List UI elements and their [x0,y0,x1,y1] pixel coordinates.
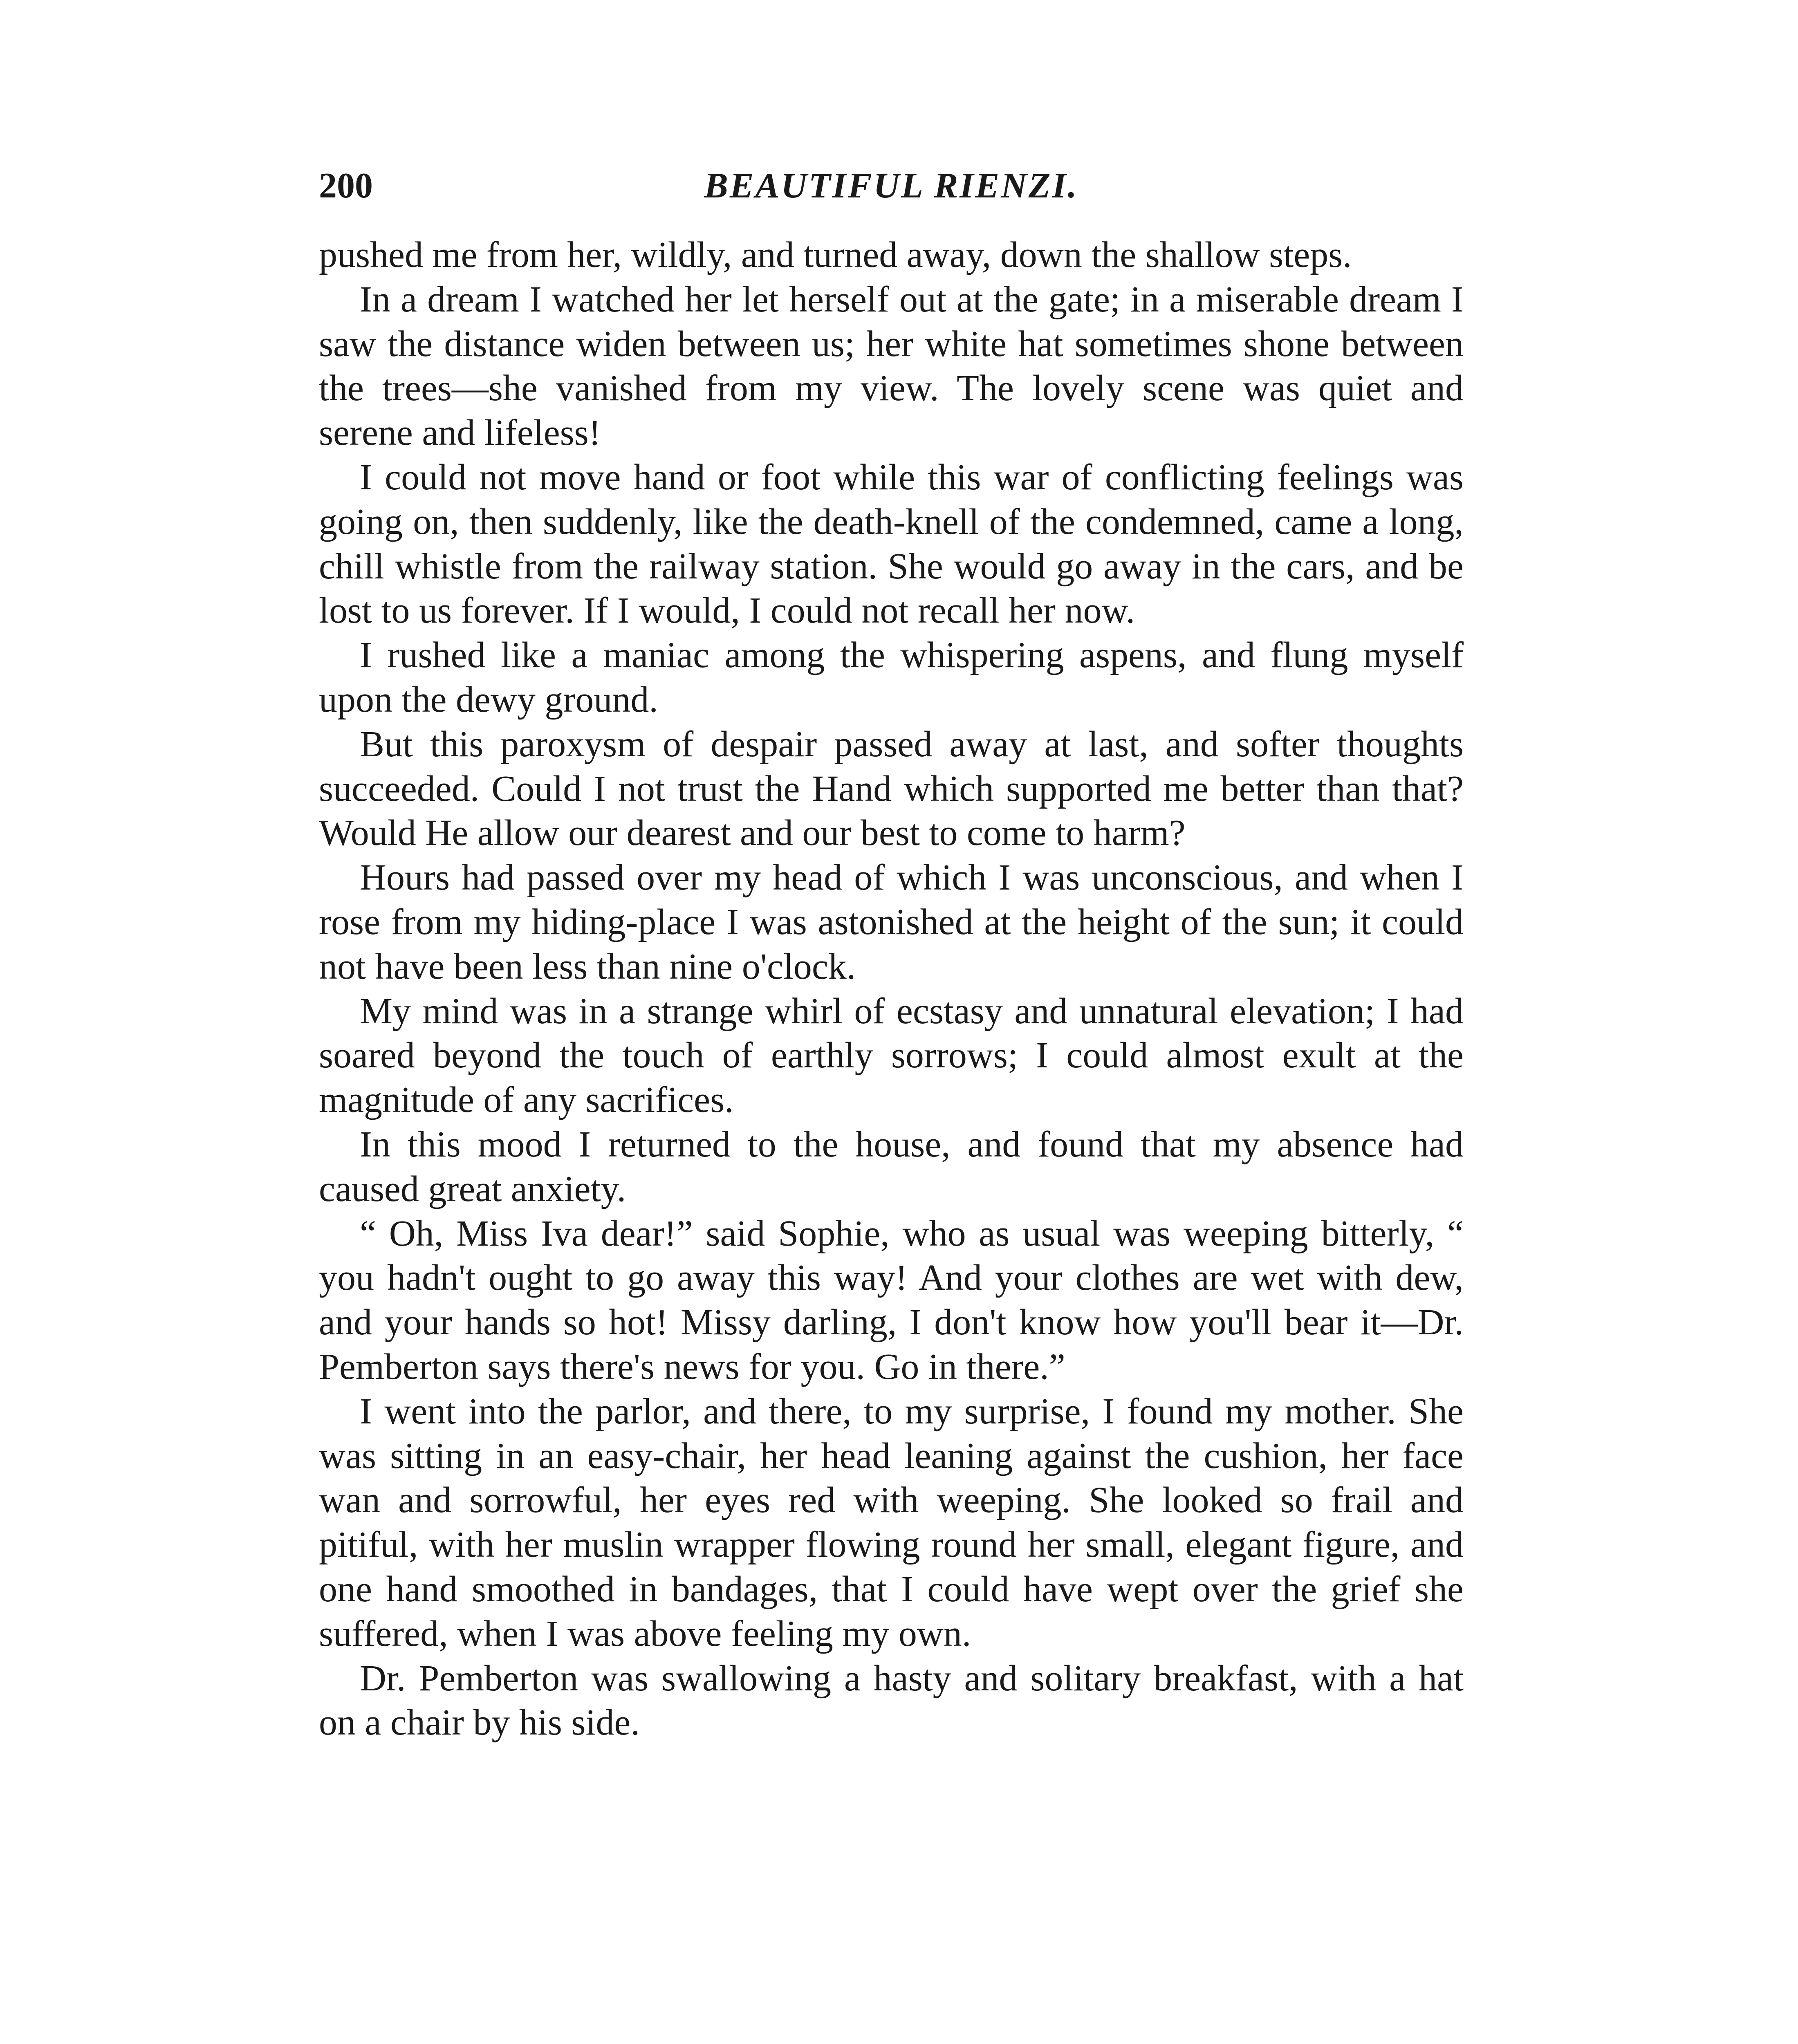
paragraph: In a dream I watched her let herself out at the gate; in a miserable dream I saw the distance widen between us; her white hat sometimes shone between the trees—she vanished from my view. The lovely scene was quiet and serene and lifeless! [319,279,1464,453]
paragraph: Dr. Pemberton was swallowing a hasty and solitary breakfast, with a hat on a chair by his side. [319,1658,1464,1743]
paragraph: I went into the parlor, and there, to my surprise, I found my mother. She was sitting in an easy-chair, her head leaning against the cushion, her face wan and sorrowful, her eyes red with weeping. She looked so frail and pitiful, with her muslin wrapper flowing round her small, elegant figure, and one hand smoothed in bandages, that I could have wept over the grief she suffered, when I was above feeling my own. [319,1391,1464,1654]
paragraph: My mind was in a strange whirl of ecstasy and unnatural elevation; I had soared beyond the touch of earthly sorrows; I could almost exult at the magnitude of any sacrifices. [319,991,1464,1121]
page-header [319,164,1464,208]
paragraph: “ Oh, Miss Iva dear!” said Sophie, who as usual was weeping bitterly, “ you hadn't ought to go away this way! And your clothes are wet with dew, and your hands so hot! Missy darling, I don't know how you'll bear it—Dr. Pemberton says there's news for you. Go in there.” [319,1213,1464,1387]
page-body [319,233,1464,1745]
paragraph: I could not move hand or foot while this war of conflicting feelings was going on, then suddenly, like the death-knell of the condemned, came a long, chill whistle from the railway station. She would go away in the cars, and be lost to us forever. If I would, I could not recall her now. [319,457,1464,631]
paragraph: In this mood I returned to the house, and found that my absence had caused great anxiety. [319,1124,1464,1209]
paragraph: pushed me from her, wildly, and turned away, down the shallow steps. [319,235,1352,275]
running-title: BEAUTIFUL RIENZI. [704,166,1078,206]
paragraph: Hours had passed over my head of which I was unconscious, and when I rose from my hiding-place I was astonished at the height of the sun; it could not have been less than nine o'clock. [319,857,1464,987]
paragraph: But this paroxysm of despair passed away at last, and softer thoughts succeeded. Could I not trust the Hand which supported me better than that? Would He allow our dearest and our best to come to harm? [319,724,1464,854]
paragraph: I rushed like a maniac among the whispering aspens, and flung myself upon the dewy ground. [319,635,1464,720]
page-number: 200 [319,166,373,206]
